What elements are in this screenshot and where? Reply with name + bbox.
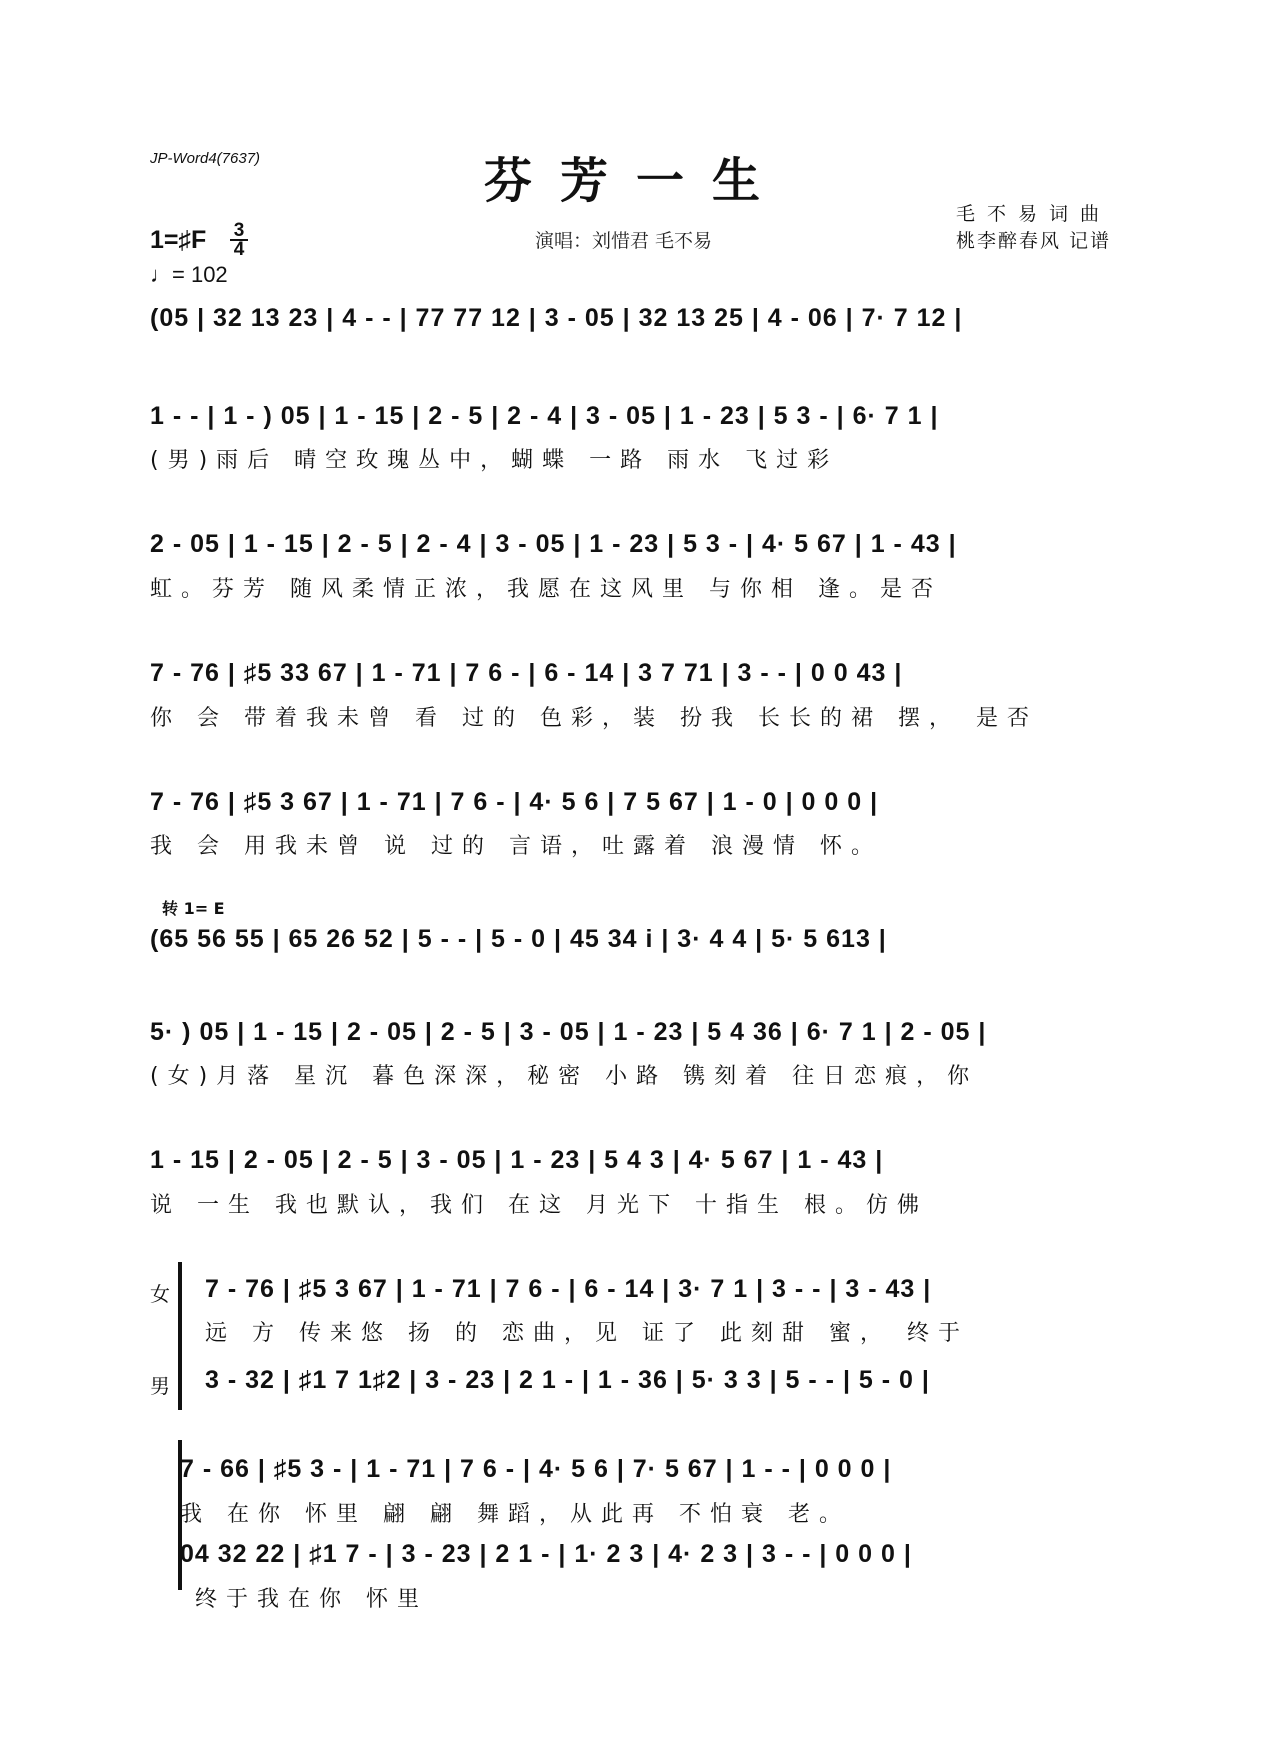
transcriber-credit: 桃李醉春风 记谱: [956, 230, 1112, 252]
time-signature-top: 3: [233, 220, 245, 241]
time-signature: [230, 222, 248, 258]
female-lyrics-1: 远 方 传来悠 扬 的 恋曲，见 证了 此刻甜 蜜， 终于: [205, 1321, 969, 1346]
male-lyrics-2: 终于我在你 怀里: [195, 1587, 428, 1612]
key-change-mark: 转 1= E: [162, 899, 225, 918]
notation-line-8: 1 - 15 | 2 - 05 | 2 - 5 | 3 - 05 | 1 - 23 | 5 4 3 | 4· 5 67 | 1 - 43 |: [150, 1146, 884, 1174]
notation-line-5: 7 - 76 | ♯5 3 67 | 1 - 71 | 7 6 - | 4· 5 6 | 7 5 67 | 1 - 0 | 0 0 0 |: [150, 788, 879, 816]
key-signature: 1=♯F: [150, 226, 207, 254]
male-part-label: 男: [150, 1374, 170, 1398]
female-lyrics-2: 我 在你 怀里 翩 翩 舞蹈，从此再 不怕衰 老。: [180, 1502, 850, 1527]
lyrics-line-3: 虹。芬芳 随风柔情正浓，我愿在这风里 与你相 逢。是否: [150, 577, 942, 602]
source-label: JP-Word4(7637): [150, 150, 261, 167]
tempo-mark: ♩= 102: [150, 262, 228, 287]
time-signature-bottom: 4: [233, 239, 245, 260]
lyrics-line-8: 说 一生 我也默认，我们 在这 月光下 十指生 根。仿佛: [150, 1193, 928, 1218]
male-notation-2: 04 32 22 | ♯1 7 - | 3 - 23 | 2 1 - | 1· 2 3 | 4· 2 3 | 3 - - | 0 0 0 |: [180, 1540, 912, 1568]
notation-line-2: 1 - - | 1 - ) 05 | 1 - 15 | 2 - 5 | 2 - 4 | 3 - 05 | 1 - 23 | 5 3 - | 6· 7 1 |: [150, 402, 939, 430]
notation-line-6: (65 56 55 | 65 26 52 | 5 - - | 5 - 0 | 45 34 i | 3· 4 4 | 5· 5 613 |: [150, 925, 887, 953]
notation-line-4: 7 - 76 | ♯5 33 67 | 1 - 71 | 7 6 - | 6 - 14 | 3 7 71 | 3 - - | 0 0 43 |: [150, 659, 903, 687]
female-notation-1: 7 - 76 | ♯5 3 67 | 1 - 71 | 7 6 - | 6 - 14 | 3· 7 1 | 3 - - | 3 - 43 |: [205, 1275, 932, 1303]
lyrics-line-2: (男)雨后 晴空玫瑰丛中，蝴蝶 一路 雨水 飞过彩: [150, 448, 839, 473]
lyrics-line-7: (女)月落 星沉 暮色深深，秘密 小路 镌刻着 往日恋痕，你: [150, 1064, 979, 1089]
notation-line-1: (05 | 32 13 23 | 4 - - | 77 77 12 | 3 - 05 | 32 13 25 | 4 - 06 | 7· 7 12 |: [150, 304, 963, 332]
female-notation-2: 7 - 66 | ♯5 3 - | 1 - 71 | 7 6 - | 4· 5 6 | 7· 5 67 | 1 - - | 0 0 0 |: [180, 1455, 892, 1483]
female-part-label: 女: [150, 1282, 170, 1306]
duet-bracket-1: [178, 1262, 192, 1410]
lyrics-line-5: 我 会 用我未曾 说 过的 言语，吐露着 浪漫情 怀。: [150, 834, 882, 859]
song-title: 芬芳一生: [483, 153, 788, 209]
notation-line-7: 5· ) 05 | 1 - 15 | 2 - 05 | 2 - 5 | 3 - 05 | 1 - 23 | 5 4 36 | 6· 7 1 | 2 - 05 |: [150, 1018, 987, 1046]
singers-credit: 演唱：刘惜君 毛不易: [535, 230, 713, 252]
male-notation-1: 3 - 32 | ♯1 7 1♯2 | 3 - 23 | 2 1 - | 1 - 36 | 5· 3 3 | 5 - - | 5 - 0 |: [205, 1366, 930, 1394]
lyricist-composer-credit: 毛不易词曲: [956, 203, 1112, 225]
notation-line-3: 2 - 05 | 1 - 15 | 2 - 5 | 2 - 4 | 3 - 05 | 1 - 23 | 5 3 - | 4· 5 67 | 1 - 43 |: [150, 530, 957, 558]
lyrics-line-4: 你 会 带着我未曾 看 过的 色彩，装 扮我 长长的裙 摆， 是否: [150, 706, 1038, 731]
